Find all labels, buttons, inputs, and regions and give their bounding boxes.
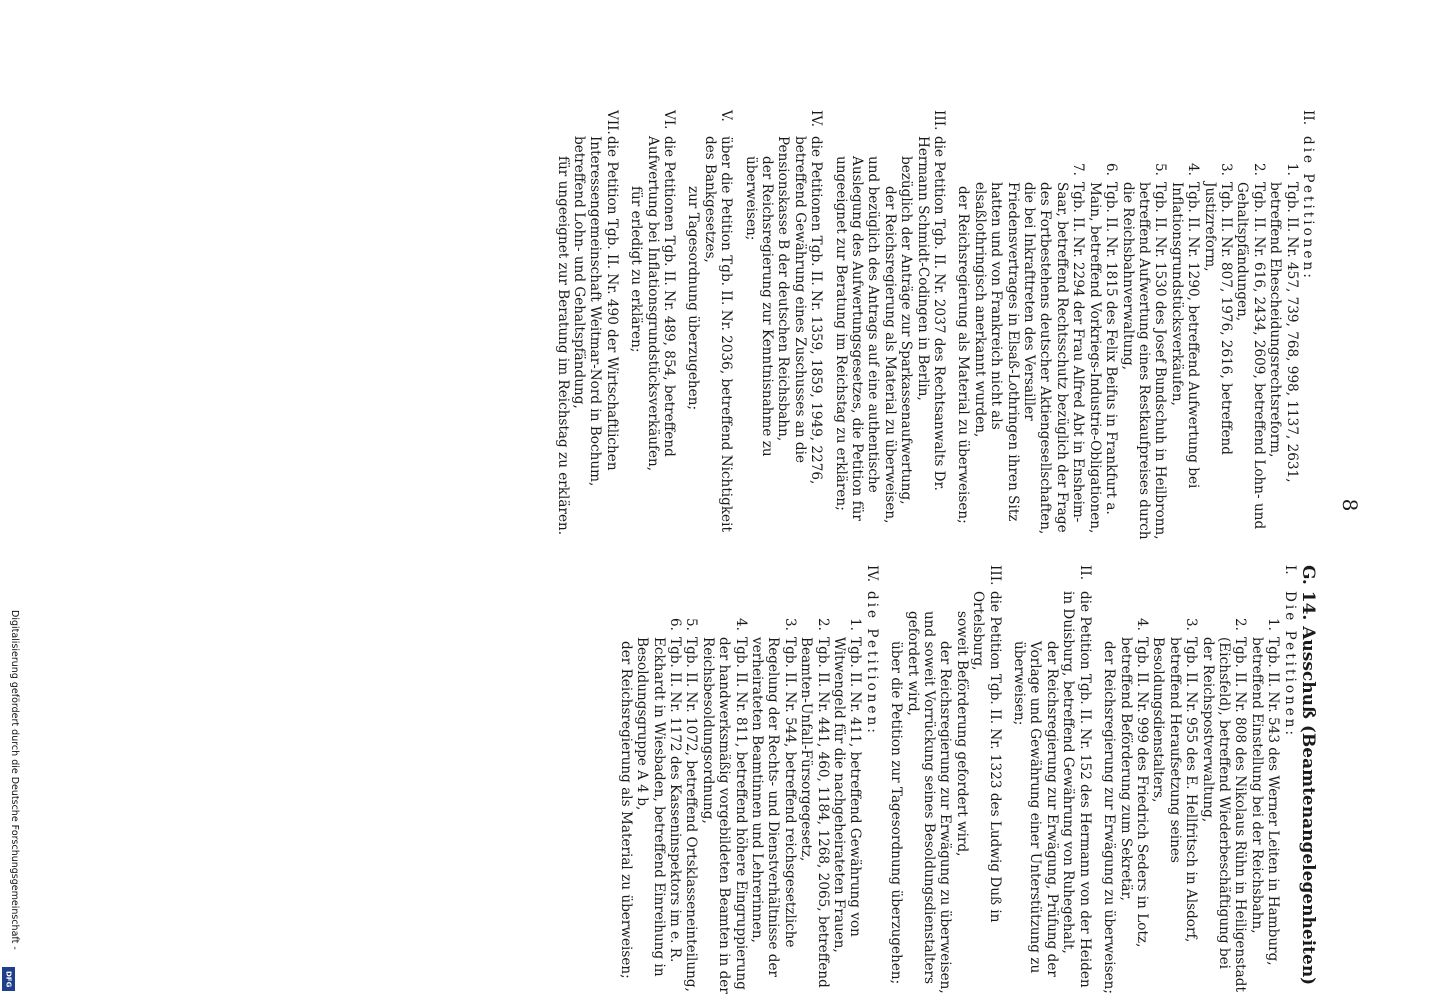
funding-credit: Digitalisierung gefördert durch die Deutsche Forschungsgemeinschaft - <box>9 610 20 950</box>
section-V <box>685 110 734 540</box>
item-text: Tgb. II. Nr. 1815 des Felix Beifus in Frankfurt a. Main, betreffend Vorkriegs-Industrie-Obligationen, <box>1086 182 1120 534</box>
item-number: 5. <box>1152 163 1169 176</box>
digitization-note <box>4 608 20 993</box>
item-text: Tgb. II. Nr. 544, betreffend reichsgesetzliche Regelung der Rechts- und Dienstverhältnisse der verheirateten Beamtinnen und Lehrerinnen, <box>749 637 798 978</box>
item-number: 2. <box>814 618 831 631</box>
list-item <box>683 611 699 995</box>
section-number: IV. <box>808 110 825 128</box>
item-list <box>971 156 1299 540</box>
decision-text: der Reichsregierung als Material zu überweisen; <box>617 641 634 979</box>
item-number: 1. <box>1265 618 1282 631</box>
list-item <box>634 611 683 995</box>
clause-a-decision: der Reichsregierung zur Erwägung zu überweisen, <box>937 641 954 994</box>
list-item <box>1168 156 1201 540</box>
item-text: Tgb. II. Nr. 811, betreffend höhere Eingruppierung der handwerksmäßig vorgebildeten Beamten in der Reichsbesoldungsordnung, <box>699 637 749 994</box>
list-item <box>798 611 831 995</box>
clause-a-decision: der Reichsregierung als Material zu überweisen, <box>881 186 898 524</box>
item-text: Tgb. II. Nr. 2294 der Frau Alfred Abt in Ensheim-Saar, betreffend Rechtsschutz bezüglich der Frage des Fortbestehens deutscher Aktiengesellschaften, die bei Inkrafttreten des Versailler Friedensvertrages in Elsaß-Lothringen ihren Sitz hatten und von Frankreich nicht als elsaßlothringisch anerkannt wurden, <box>971 182 1087 535</box>
list-item <box>1086 156 1119 540</box>
list-item <box>1201 156 1234 540</box>
item-number: 3. <box>1217 163 1234 176</box>
decision-text: der Reichsregierung als Material zu überweisen; <box>955 186 972 524</box>
item-list <box>634 611 864 995</box>
section-heading: die Petitionen: <box>863 591 880 736</box>
item-number: 3. <box>1183 618 1200 631</box>
item-text: Tgb. II. Nr. 441, 460, 1184, 1268, 2065, betreffend Beamten-Unfall-Fürsorgegesetz, <box>798 637 831 988</box>
section-text: die Petitionen Tgb. II. Nr. 489, 854, betreffend Aufwertung bei Inflationsgrundstücksverkäufen, <box>644 136 677 472</box>
committee-title: G. 14. Ausschuß (Beamtenangelegenheiten) <box>1298 565 1318 986</box>
list-item <box>1119 156 1168 540</box>
section-III <box>832 110 947 540</box>
item-number: 1. <box>1283 163 1300 176</box>
list-item <box>1117 611 1150 995</box>
list-item <box>1199 611 1248 995</box>
decision-text: der Reichsregierung zur Erwägung zu überweisen; <box>1101 641 1118 994</box>
clause-a: soweit Beförderung gefordert wird, <box>953 611 970 857</box>
list-item <box>699 611 748 995</box>
section-number: V. <box>718 110 735 122</box>
page-number: 8 <box>1338 498 1362 512</box>
item-number: 4. <box>732 618 749 631</box>
section-number: VII. <box>603 110 620 135</box>
item-number: 2. <box>1250 163 1267 176</box>
item-number: 1. <box>847 618 864 631</box>
clause-b: und soweit Vorrückung seines Besoldungsdienstalters gefordert wird, <box>904 611 938 985</box>
list-item <box>831 611 864 995</box>
section-text: die Petition Tgb. II. Nr. 1323 des Ludwig Duß in Ortelsburg, <box>970 591 1003 923</box>
section-number: II. <box>1076 565 1093 581</box>
dfg-logo-icon: DFG <box>2 967 15 991</box>
item-number: 7. <box>1070 163 1087 176</box>
item-text: Tgb. II. Nr. 808 des Nikolaus Rühn in Heiligenstadt (Eichsfeld), betreffend Wiederbeschäftigung bei der Reichspostverwaltung, <box>1199 637 1249 992</box>
clause-b: und bezüglich des Antrags auf eine authentische Auslegung des Aufwertungsgesetzes, die Petition für ungeeignet zur Beratung im Reichstag zu erklären; <box>832 156 882 521</box>
item-number: 5. <box>683 618 700 631</box>
item-list <box>1117 611 1281 995</box>
decision-text: der Reichsregierung zur Kenntnisnahme zu überweisen; <box>742 156 775 457</box>
item-text: Tgb. II. Nr. 955 des E. Hellfritsch in Alsdorf, betreffend Heraufsetzung seines Besoldungsdienstalters, <box>1150 637 1200 943</box>
item-number: 2. <box>1232 618 1249 631</box>
item-number: 4. <box>1185 163 1202 176</box>
section-text: über die Petition Tgb. II. Nr. 2036, betreffend Nichtigkeit des Bankgesetzes, <box>701 136 735 532</box>
clause-a: bezüglich der Anträge zur Sparkassenaufwertung, <box>898 156 915 505</box>
item-text: Tgb. II. Nr. 1530 des Josef Bundschuh in Heilbronn, betreffend Aufwertung eines Restkaufpreises durch die Reichsbahnverwaltung, <box>1119 182 1169 540</box>
item-number: 6. <box>1103 163 1120 176</box>
list-item <box>1248 611 1281 995</box>
list-item <box>749 611 798 995</box>
section-number: II. <box>1300 110 1316 126</box>
left-column <box>554 110 1316 540</box>
list-item <box>1150 611 1199 995</box>
section-heading: die Petitionen: <box>1300 136 1316 281</box>
section-heading: Die Petitionen: <box>1281 591 1298 739</box>
item-text: Tgb. II. Nr. 1072, betreffend Ortsklasseneinteilung, <box>683 637 700 992</box>
item-number: 4. <box>1133 618 1150 631</box>
section-text: die Petition Tgb. II. Nr. 490 der Wirtschaftlichen Interessengemeinschaft Weitmar-Nord in Bochum, betreffend Lohn- und Gehaltspfändung, <box>570 136 620 487</box>
list-item <box>971 156 1086 540</box>
section-IV <box>617 565 880 995</box>
list-item <box>1267 156 1300 540</box>
decision-text: zur Tagesordnung überzugehen; <box>685 186 702 411</box>
section-VI <box>628 110 677 540</box>
section-text: die Petitionen Tgb. II. Nr. 1359, 1859, 1949, 2276, betreffend Gewährung eines Zuschusses an die Pensionskasse B der deutschen Reichsbahn, <box>775 136 825 485</box>
item-text: Tgb. II. Nr. 1290, betreffend Aufwertung bei Inflationsgrundstücksverkäufen, <box>1168 182 1202 489</box>
list-item <box>1234 156 1267 540</box>
section-VII <box>554 110 620 540</box>
item-text: Tgb. II. Nr. 807, 1976, 2616, betreffend Justizreform, <box>1201 182 1234 456</box>
section-number: VI. <box>660 110 677 130</box>
section-number: IV. <box>863 565 880 583</box>
clause-b-decision: über die Petition zur Tagesordnung überzugehen; <box>888 641 905 985</box>
section-number: III. <box>986 565 1003 586</box>
decision-text: für ungeeignet zur Beratung im Reichstag zu erklären. <box>554 156 571 536</box>
section-I <box>1101 565 1298 995</box>
section-text: die Petition Tgb. II. Nr. 2037 des Rechtsanwalts Dr. Hermann Schmidt-Codingen in Berlin, <box>914 136 948 491</box>
item-number: 6. <box>666 618 683 631</box>
item-text: Tgb. II. Nr. 616, 2434, 2609, betreffend Lohn- und Gehaltspfändungen, <box>1234 182 1267 530</box>
item-text: Tgb. II. Nr. 457, 739, 768, 998, 1137, 2631, betreffend Ehescheidungsrechtsreform, <box>1267 182 1300 483</box>
decision-text: für erledigt zu erklären; <box>628 186 645 353</box>
right-column <box>617 565 1316 995</box>
item-text: Tgb. II. Nr. 543 des Werner Leiten in Hamburg, betreffend Einstellung bei der Reichsbahn, <box>1248 637 1282 966</box>
section-III <box>888 565 1003 995</box>
section-text: die Petition Tgb. II. Nr. 152 des Hermann von der Heiden in Duisburg, betreffend Gewährung von Ruhegehalt, <box>1060 591 1093 988</box>
section-IV <box>742 110 824 540</box>
section-II <box>1011 565 1093 995</box>
item-number: 3. <box>781 618 798 631</box>
item-text: Tgb. II. Nr. 1172 des Kasseninspektors im e. R. Eckhardt in Wiesbaden, betreffend Einreihung in Besoldungsgruppe A 4 b, <box>634 637 683 977</box>
section-number: III. <box>931 110 948 131</box>
item-text: Tgb. II. Nr. 999 des Friedrich Seders in Lotz, betreffend Beförderung zum Sekretär, <box>1117 637 1150 948</box>
item-text: Tgb. II. Nr. 411, betreffend Gewährung von Witwengeld für die nachgeheirateten Frauen, <box>831 637 864 953</box>
decision-text: der Reichsregierung zur Erwägung, Prüfung der Vorlage und Gewährung einer Unterstützung zu überweisen; <box>1011 641 1060 977</box>
section-II <box>955 110 1316 540</box>
section-number: I. <box>1281 565 1298 575</box>
